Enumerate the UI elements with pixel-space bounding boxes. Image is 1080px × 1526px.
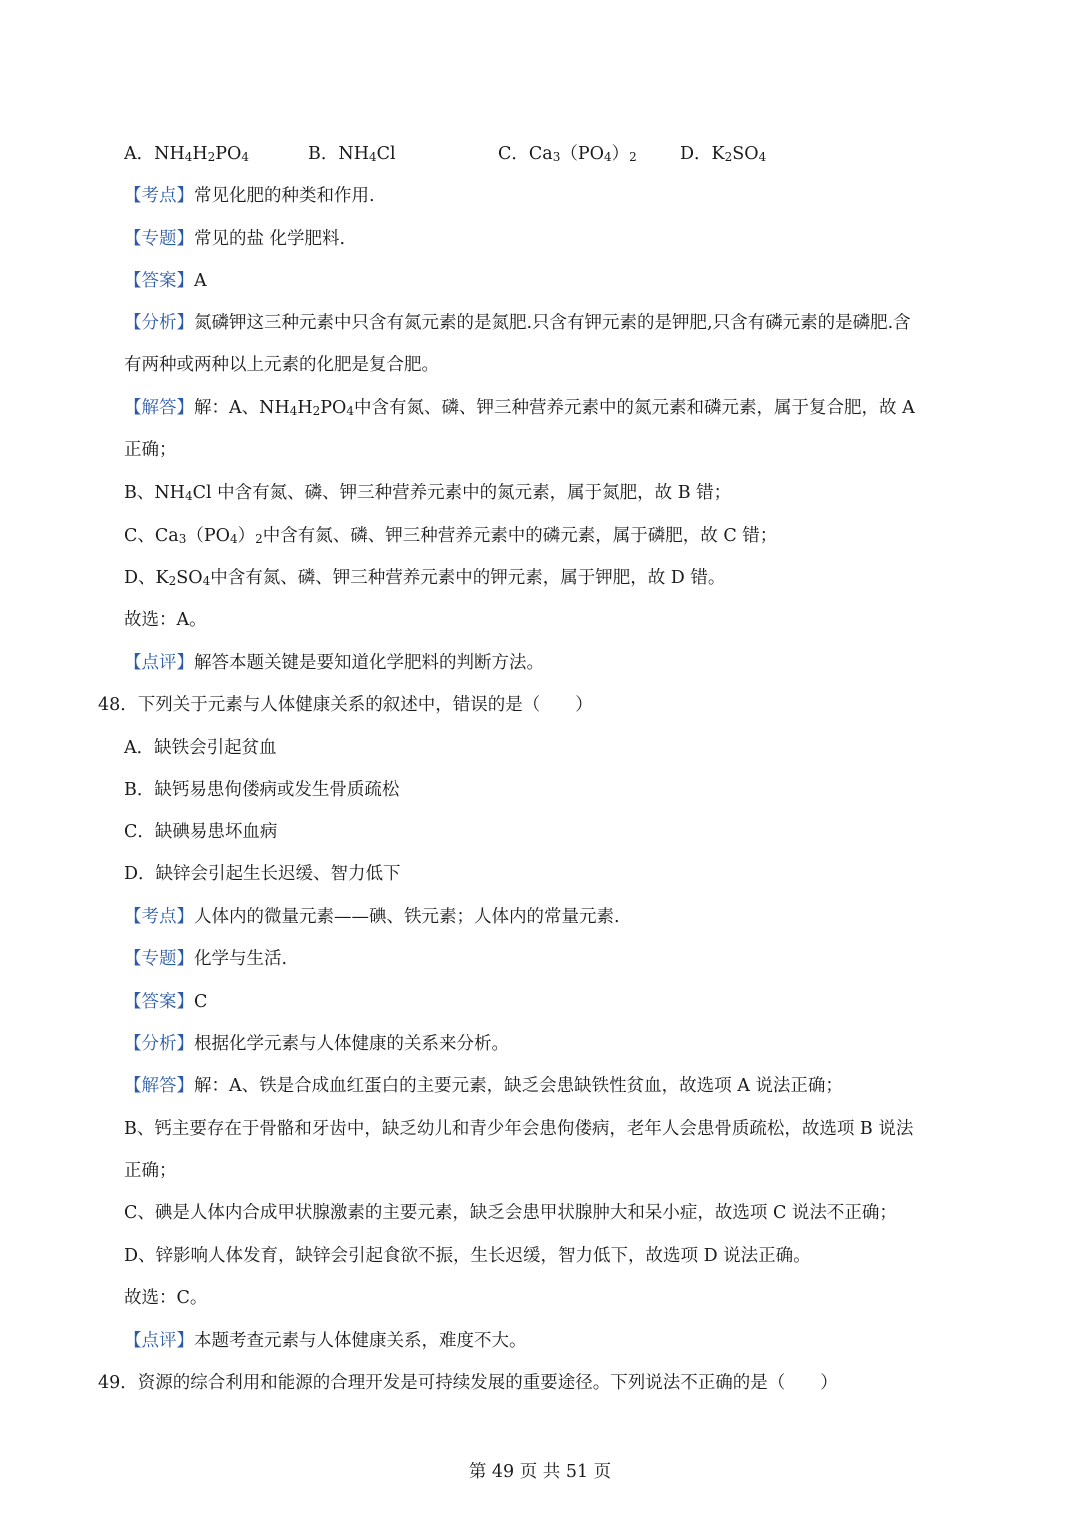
- q48-select: 故选：C。: [124, 1288, 208, 1308]
- fenxi-tag: 【分析】: [124, 1034, 194, 1054]
- q48-option-a: A．缺铁会引起贫血: [124, 738, 277, 758]
- q47-dianping: [124, 651, 544, 675]
- q47-kaodian: [124, 184, 375, 208]
- zhuanti-text: 常见的盐 化学肥料.: [194, 229, 346, 249]
- q47-option-b: B．$NH_4Cl$: [308, 144, 396, 164]
- fenxi-tag: 【分析】: [124, 313, 194, 333]
- q47-select: 故选：A。: [124, 610, 207, 630]
- q47-jieda-c: C、$Ca_3(PO_4)_2$中含有氮、磷、钾三种营养元素中的磷元素，属于磷肥，故 C 错；: [124, 526, 778, 546]
- q47-options: [124, 142, 824, 166]
- q48-jieda-d: D、锌影响人体发育，缺锌会引起食欲不振，生长迟缓，智力低下，故选项 D 说法正确。: [124, 1246, 811, 1266]
- zhuanti-text: 化学与生活.: [194, 949, 288, 969]
- q47-daan: [124, 269, 207, 293]
- q48-daan: [124, 990, 207, 1014]
- zhuanti-tag: 【专题】: [124, 949, 194, 969]
- q48-jieda-b-cont: 正确；: [124, 1161, 177, 1181]
- q47-option-c: C．$Ca_3(PO_4)_2$: [498, 144, 637, 164]
- q48-option-c: C．缺碘易患坏血病: [124, 822, 278, 842]
- q47-jieda-b: B、$NH_4Cl$ 中含有氮、磷、钾三种营养元素中的氮元素，属于氮肥，故 B 错；: [124, 483, 732, 503]
- q48-jieda-c: C、碘是人体内合成甲状腺激素的主要元素，缺乏会患甲状腺肿大和呆小症，故选项 C 说法不正确；: [124, 1203, 897, 1223]
- daan-text: A: [194, 271, 207, 291]
- kaodian-tag: 【考点】: [124, 907, 194, 927]
- jieda-tag: 【解答】: [124, 398, 194, 418]
- dianping-text: 解答本题关键是要知道化学肥料的判断方法。: [194, 653, 544, 673]
- dianping-tag: 【点评】: [124, 653, 194, 673]
- q47-option-d: D．$K_2SO_4$: [680, 144, 767, 164]
- jieda-tag: 【解答】: [124, 1076, 194, 1096]
- page-footer: 第 49 页 共 51 页: [468, 1462, 612, 1482]
- jieda-text: 解：A、铁是合成血红蛋白的主要元素，缺乏会患缺铁性贫血，故选项 A 说法正确；: [194, 1076, 843, 1096]
- kaodian-text: 人体内的微量元素——碘、铁元素；人体内的常量元素.: [194, 907, 620, 927]
- dianping-text: 本题考查元素与人体健康关系，难度不大。: [194, 1331, 527, 1351]
- q47-jieda-a-cont: 正确；: [124, 440, 177, 460]
- q47-option-a: A．$NH_4H_2PO_4$: [124, 144, 250, 164]
- kaodian-tag: 【考点】: [124, 186, 194, 206]
- q48-option-b: B．缺钙易患佝偻病或发生骨质疏松: [124, 780, 400, 800]
- q48-dianping: [124, 1329, 527, 1353]
- q48-zhuanti: [124, 947, 287, 971]
- q47-jieda: 【解答】解：A、$NH_4H_2PO_4$中含有氮、磷、钾三种营养元素中的氮元素和磷元素，属于复合肥，故 A: [124, 398, 915, 418]
- fenxi-text: 根据化学元素与人体健康的关系来分析。: [194, 1034, 509, 1054]
- zhuanti-tag: 【专题】: [124, 229, 194, 249]
- q47-fenxi: [124, 311, 911, 335]
- dianping-tag: 【点评】: [124, 1331, 194, 1351]
- q48-kaodian: [124, 905, 620, 929]
- daan-tag: 【答案】: [124, 992, 194, 1012]
- daan-tag: 【答案】: [124, 271, 194, 291]
- q47-zhuanti: [124, 227, 345, 251]
- q48-jieda-b: B、钙主要存在于骨骼和牙齿中，缺乏幼儿和青少年会患佝偻病，老年人会患骨质疏松，故选项 B 说法: [124, 1119, 914, 1139]
- q48-option-d: D．缺锌会引起生长迟缓、智力低下: [124, 864, 401, 884]
- fenxi-text: 氮磷钾这三种元素中只含有氮元素的是氮肥.只含有钾元素的是钾肥,只含有磷元素的是磷肥.含: [194, 313, 911, 333]
- q47-jieda-d: D、$K_2SO_4$中含有氮、磷、钾三种营养元素中的钾元素，属于钾肥，故 D 错。: [124, 568, 726, 588]
- daan-text: C: [194, 992, 208, 1012]
- q49-stem: 49．资源的综合利用和能源的合理开发是可持续发展的重要途径。下列说法不正确的是（ ）: [98, 1373, 838, 1393]
- q47-fenxi-cont: 有两种或两种以上元素的化肥是复合肥。: [124, 355, 439, 375]
- q48-fenxi: [124, 1032, 509, 1056]
- q48-jieda: [124, 1074, 843, 1098]
- kaodian-text: 常见化肥的种类和作用.: [194, 186, 375, 206]
- q48-stem: 48．下列关于元素与人体健康关系的叙述中，错误的是（ ）: [98, 695, 593, 715]
